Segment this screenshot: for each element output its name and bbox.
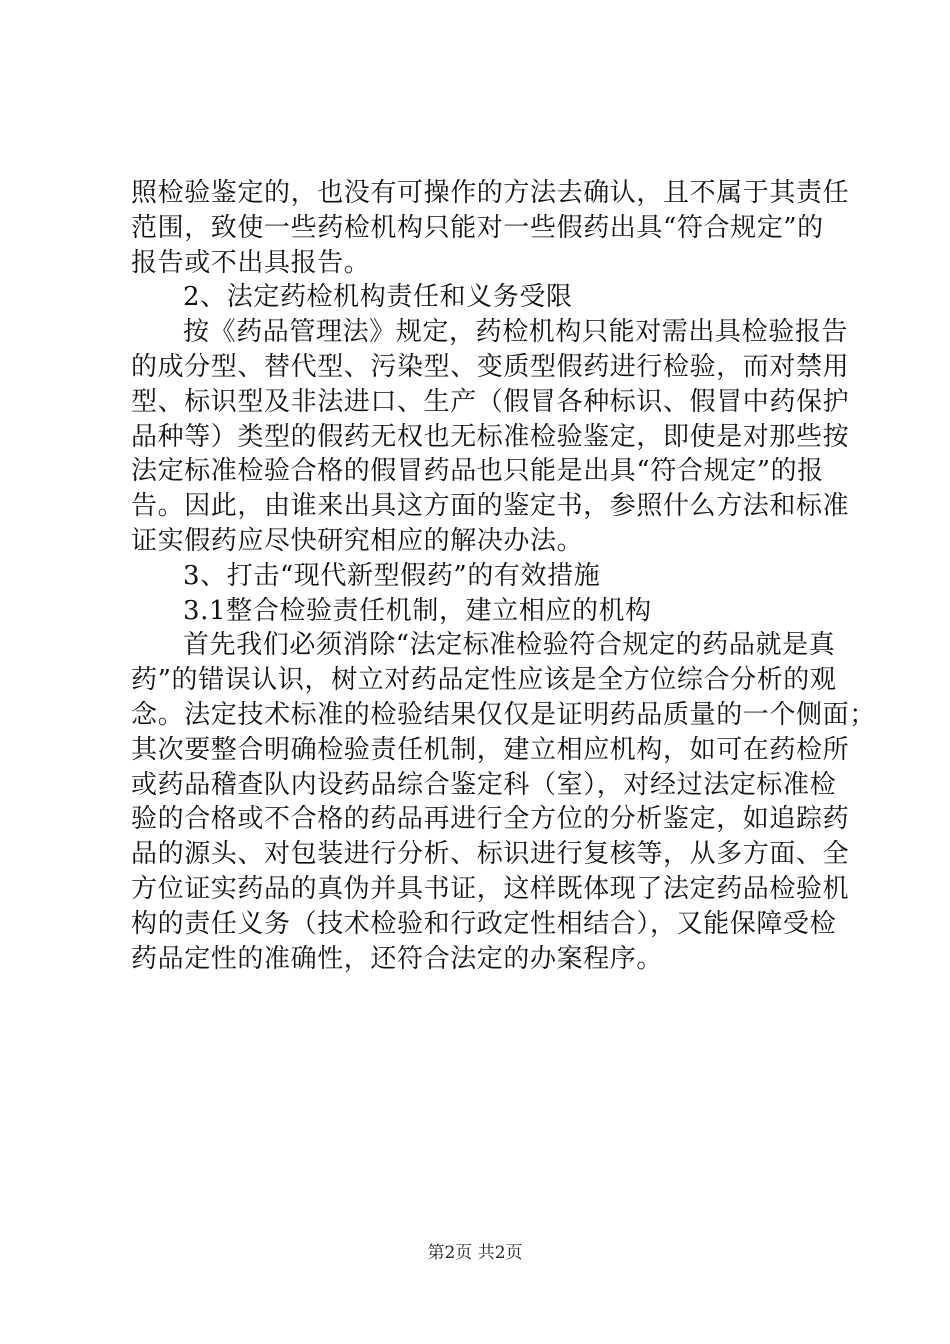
- text-line: 的成分型、替代型、污染型、变质型假药进行检验，而对禁用: [131, 351, 850, 382]
- subsection-heading: 3.1整合检验责任机制，建立相应的机构: [183, 595, 652, 626]
- text-line: 品种等）类型的假药无权也无标准检验鉴定，即使是对那些按: [131, 421, 850, 452]
- text-line: 其次要整合明确检验责任机制，建立相应机构，如可在药检所: [131, 734, 850, 765]
- text-line: 报告或不出具报告。: [131, 247, 371, 278]
- text-line: 或药品稽查队内设药品综合鉴定科（室），对经过法定标准检: [131, 769, 837, 800]
- text-line: 药”的错误认识，树立对药品定性应该是全方位综合分析的观: [131, 665, 837, 696]
- text-line: 型、标识型及非法进口、生产（假冒各种标识、假冒中药保护: [131, 386, 850, 417]
- text-line: 首先我们必须消除“法定标准检验符合规定的药品就是真: [183, 630, 836, 661]
- text-line: 告。因此，由谁来出具这方面的鉴定书，参照什么方法和标准: [131, 491, 850, 522]
- section-heading: 2、法定药检机构责任和义务受限: [183, 282, 573, 313]
- text-line: 按《药品管理法》规定，药检机构只能对需出具检验报告: [183, 317, 849, 348]
- section-heading: 3、打击“现代新型假药”的有效措施: [183, 560, 601, 591]
- text-line: 照检验鉴定的，也没有可操作的方法去确认，且不属于其责任: [131, 178, 850, 208]
- text-line: 构的责任义务（技术检验和行政定性相结合），又能保障受检: [131, 908, 837, 939]
- text-line: 方位证实药品的真伪并具书证，这样既体现了法定药品检验机: [131, 873, 850, 904]
- page-number-footer: 第2页 共2页: [427, 1243, 523, 1263]
- text-line: 范围，致使一些药检机构只能对一些假药出具“符合规定”的: [131, 212, 824, 243]
- text-line: 药品定性的准确性，还符合法定的办案程序。: [131, 943, 664, 974]
- document-body: [131, 176, 876, 976]
- text-line: 念。法定技术标准的检验结果仅仅是证明药品质量的一个侧面；: [131, 699, 876, 730]
- text-line: 品的源头、对包装进行分析、标识进行复核等，从多方面、全: [131, 839, 850, 870]
- text-line: 法定标准检验合格的假冒药品也只能是出具“符合规定”的报: [131, 456, 824, 487]
- text-line: 验的合格或不合格的药品再进行全方位的分析鉴定，如追踪药: [131, 804, 850, 835]
- text-line: 证实假药应尽快研究相应的解决办法。: [131, 525, 584, 556]
